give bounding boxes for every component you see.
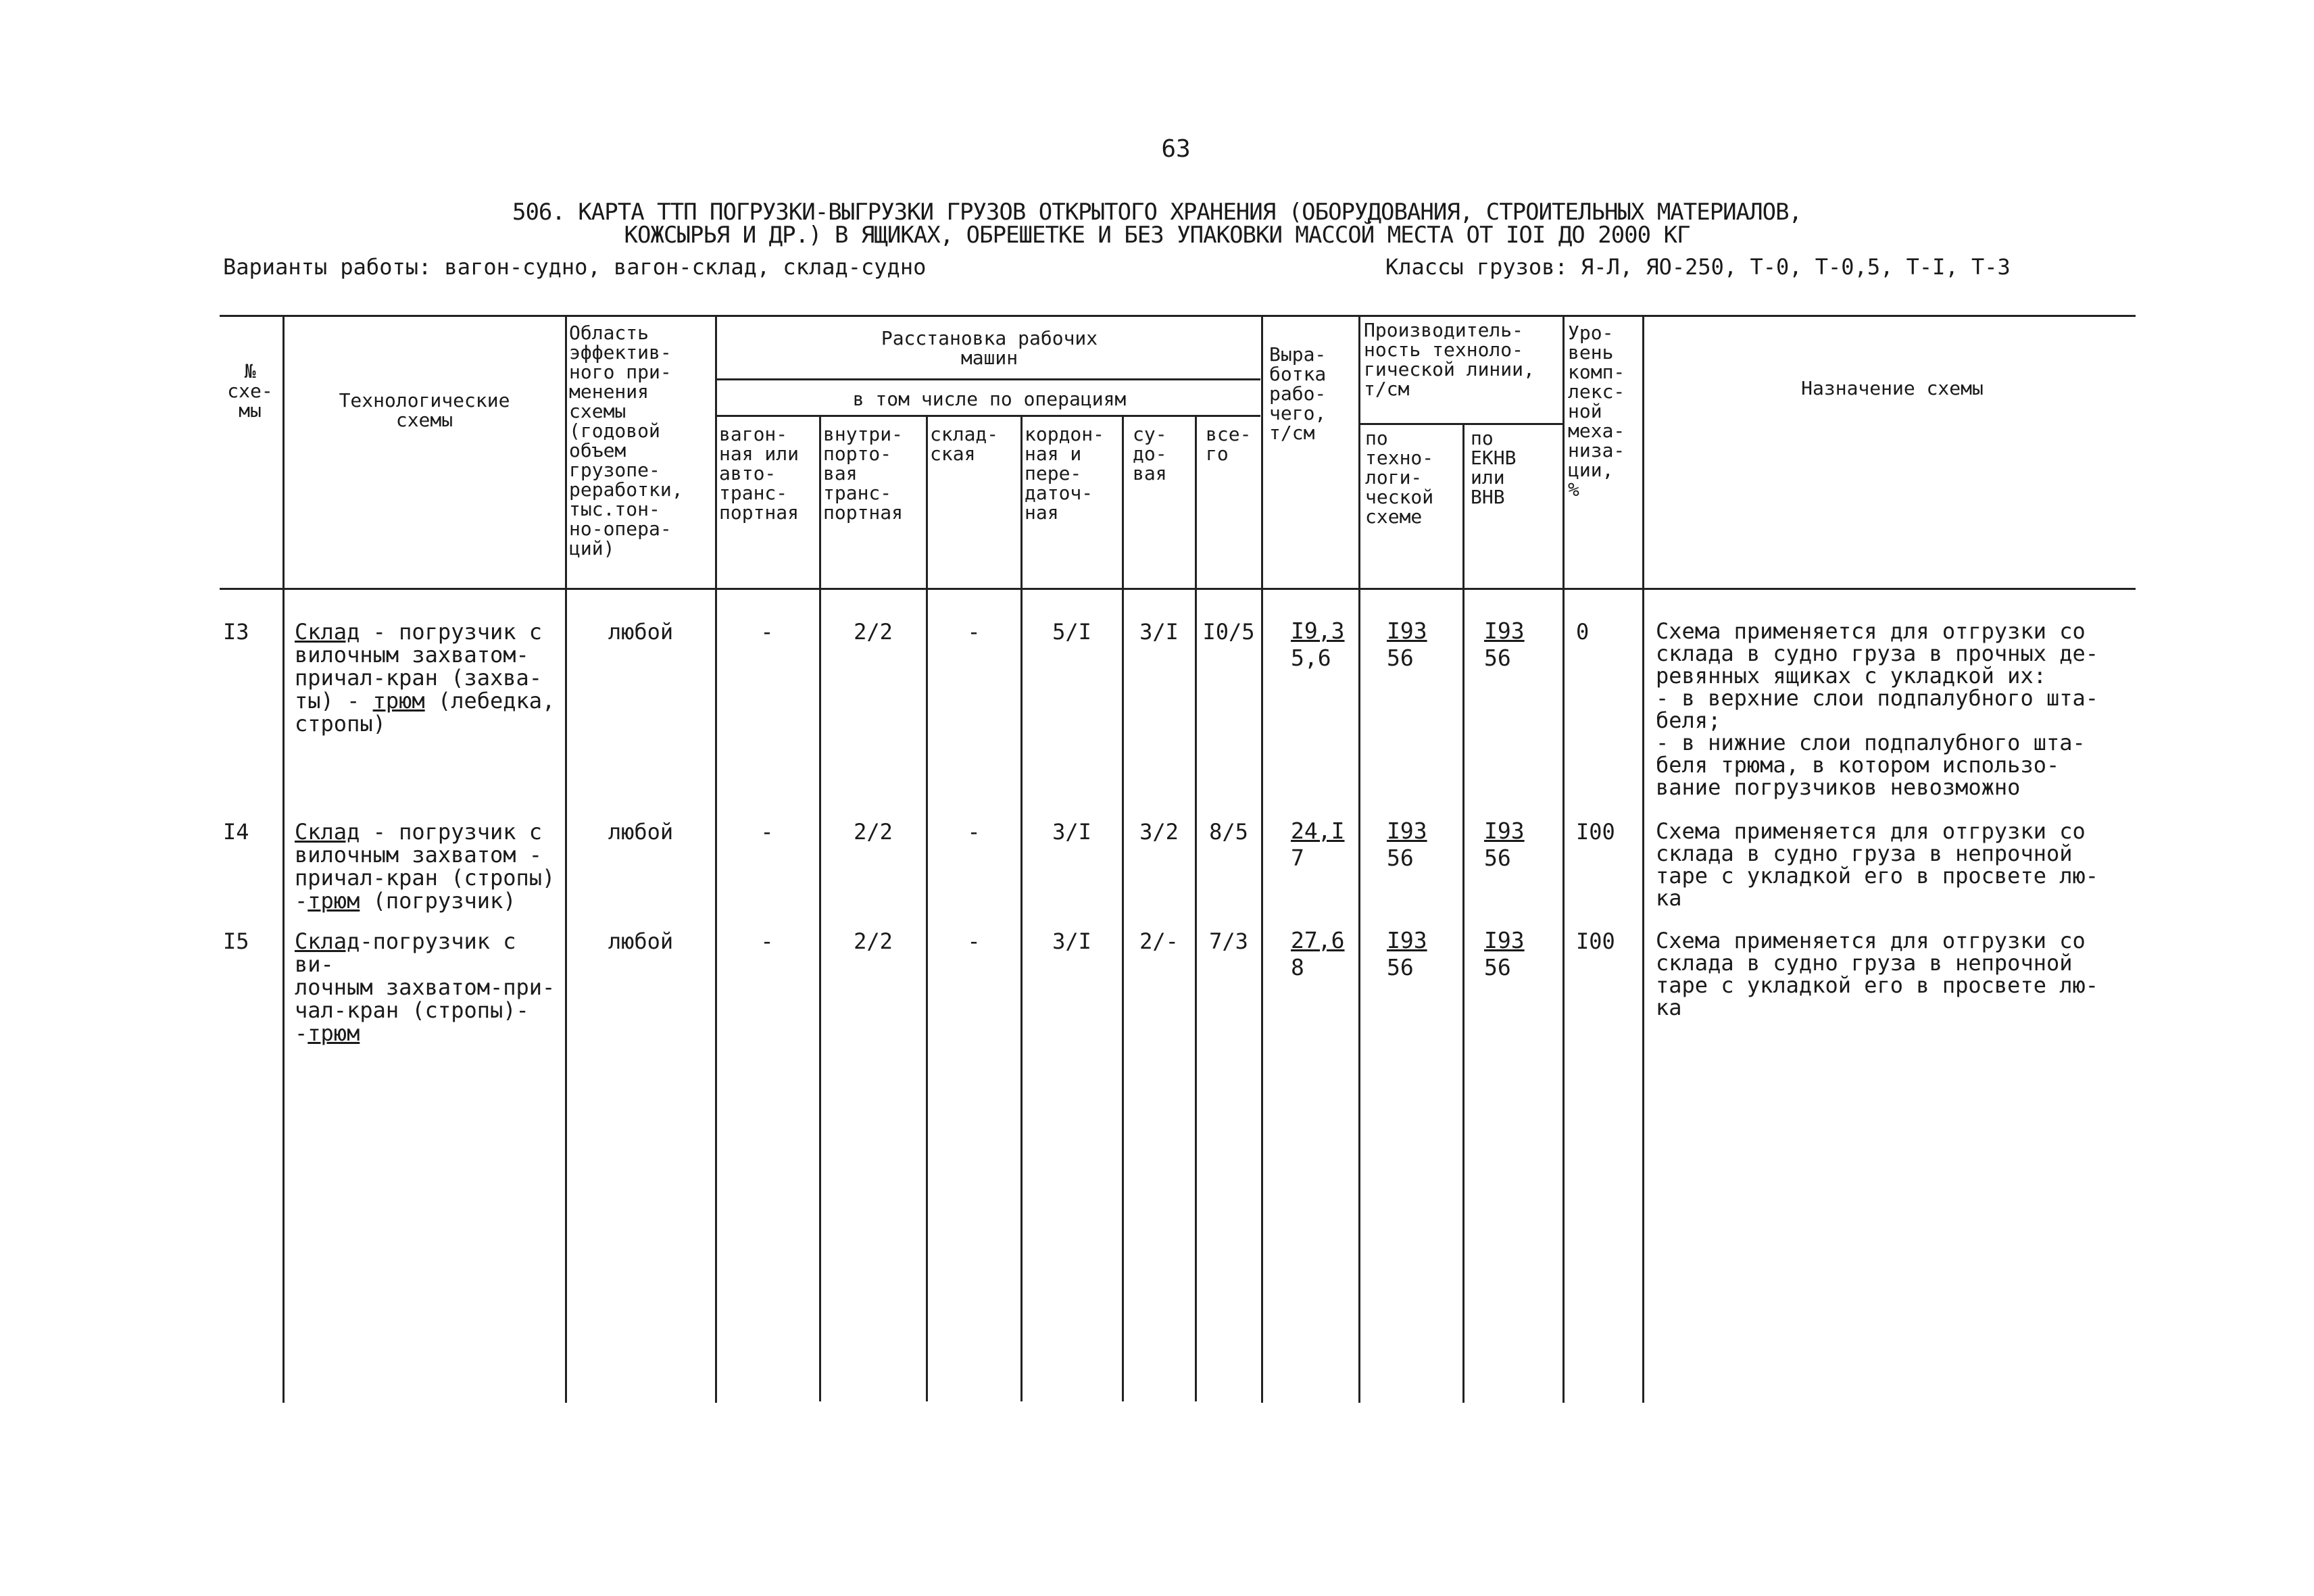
tech-scheme-middle: - погрузчик с вилочным захватом- причал-кран (захва- ты) - <box>295 619 543 714</box>
row-number: I4 <box>223 819 249 845</box>
row-wagon: - <box>760 928 774 954</box>
output-numerator: 27,6 <box>1291 927 1345 953</box>
tech-scheme-end: трюм <box>307 888 360 914</box>
row-tech-productivity <box>1387 927 1427 981</box>
col-divider-6 <box>1020 415 1023 1401</box>
row-ship: 3/2 <box>1139 819 1179 845</box>
header-scheme-purpose: Назначение схемы <box>1801 377 1984 399</box>
row-warehouse: - <box>967 928 981 954</box>
col-divider-4 <box>819 415 821 1401</box>
table-top-border <box>220 315 2136 317</box>
output-denominator: 8 <box>1291 954 1304 980</box>
row-output <box>1291 618 1344 672</box>
cargo-classes: Классы грузов: Я-Л, ЯО-250, Т-0, Т-0,5, Т-I, Т-3 <box>1385 254 2011 280</box>
row-number: I5 <box>223 928 249 954</box>
row-warehouse: - <box>967 619 981 645</box>
row-ship: 2/- <box>1139 928 1179 954</box>
tech-scheme-end: трюм <box>307 1020 360 1046</box>
col-divider-9 <box>1261 315 1263 1403</box>
header-wagon: вагон- ная или авто- транс- портная <box>719 423 799 524</box>
row-purpose: Схема применяется для отгрузки со склада в судно груза в непрочной таре с укладкой его в просвете лю- ка <box>1656 818 2099 911</box>
output-numerator: 24,I <box>1291 818 1345 844</box>
header-scheme-number: № схе- мы <box>227 360 273 422</box>
ekn-productivity-denominator: 56 <box>1484 845 1511 871</box>
tech-scheme-start: Склад <box>295 819 360 845</box>
col-divider-12 <box>1562 315 1565 1403</box>
col-divider-7 <box>1122 415 1124 1401</box>
tech-scheme-middle: -погрузчик с ви- лочным захватом-при- чал-кран (стропы)- - <box>295 928 556 1046</box>
ekn-productivity-denominator: 56 <box>1484 645 1511 671</box>
col-divider-1 <box>282 315 285 1403</box>
tech-productivity-numerator: I93 <box>1387 927 1427 953</box>
header-quay: кордон- ная и пере- даточ- ная <box>1025 423 1105 524</box>
col-divider-3 <box>715 315 717 1403</box>
header-machine-placement: Расстановка рабочих машин <box>881 327 1098 369</box>
header-tech-schemes: Технологические схемы <box>339 389 510 431</box>
tech-scheme-tail: (погрузчик) <box>360 888 516 914</box>
row-ship: 3/I <box>1139 619 1179 645</box>
tech-scheme-start: Склад <box>295 928 360 954</box>
output-numerator: I9,3 <box>1291 618 1345 644</box>
row-inner-port: 2/2 <box>854 928 893 954</box>
col-divider-8 <box>1195 415 1197 1401</box>
header-by-tech-scheme: по техно- логи- ческой схеме <box>1365 427 1434 528</box>
row-tech-scheme <box>295 820 565 912</box>
header-by-operations: в том числе по операциям <box>852 388 1127 410</box>
row-inner-port: 2/2 <box>854 819 893 845</box>
header-worker-output: Выра- ботка рабо- чего, т/см <box>1269 343 1327 444</box>
row-mechanization: I00 <box>1576 928 1615 954</box>
header-total: все- го <box>1206 423 1252 465</box>
row-tech-productivity <box>1387 618 1427 672</box>
productivity-divider <box>1358 423 1565 425</box>
row-purpose: Схема применяется для отгрузки со склада в судно груза в прочных де- ревянных ящиках с укладкой их: - в верхние слои подпалубного шта- беля; - в нижние слои подпалубного шта- беля трюма, в котором использо- вание погрузчиков невозможно <box>1656 618 2099 800</box>
row-quay: 3/I <box>1052 928 1091 954</box>
tech-scheme-middle: - погрузчик с вилочным захватом - причал-кран (стропы) - <box>295 819 556 914</box>
work-variants: Варианты работы: вагон-судно, вагон-склад, склад-судно <box>223 254 927 280</box>
row-ekn-productivity <box>1484 927 1525 981</box>
ekn-productivity-numerator: I93 <box>1484 618 1525 644</box>
row-application-area: любой <box>608 619 674 645</box>
header-inner-port: внутри- порто- вая транс- портная <box>823 423 904 524</box>
row-number: I3 <box>223 619 249 645</box>
document-title-line-1: 506. КАРТА ТТП ПОГРУЗКИ-ВЫГРУЗКИ ГРУЗОВ ОТКРЫТОГО ХРАНЕНИЯ (ОБОРУДОВАНИЯ, СТРОИТЕЛЬНЫХ МАТЕРИАЛОВ, <box>512 199 1802 226</box>
col-divider-10 <box>1358 315 1360 1403</box>
ekn-productivity-numerator: I93 <box>1484 818 1525 844</box>
row-quay: 5/I <box>1052 619 1091 645</box>
row-tech-productivity <box>1387 818 1427 872</box>
col-divider-11 <box>1462 423 1464 1403</box>
tech-productivity-denominator: 56 <box>1387 954 1414 980</box>
row-total: 7/3 <box>1209 928 1248 954</box>
tech-productivity-denominator: 56 <box>1387 845 1414 871</box>
tech-scheme-start: Склад <box>295 619 360 645</box>
output-denominator: 7 <box>1291 845 1304 871</box>
tech-scheme-tail: (лебедка, стропы) <box>295 688 556 737</box>
row-inner-port: 2/2 <box>854 619 893 645</box>
header-by-ekn: по ЕКНВ или ВНВ <box>1471 427 1517 508</box>
operations-divider <box>716 415 1260 417</box>
header-ship: су- до- вая <box>1133 423 1167 484</box>
row-output <box>1291 818 1344 872</box>
row-mechanization: 0 <box>1576 619 1590 645</box>
col-divider-2 <box>565 315 567 1403</box>
output-denominator: 5,6 <box>1291 645 1331 671</box>
tech-productivity-numerator: I93 <box>1387 618 1427 644</box>
header-application-area: Область эффектив- ного при- менения схемы (годовой объем грузопе- реработки, тыс.тон- но-опера- ций) <box>569 322 683 559</box>
header-mechanization-level: Уро- вень комп- лекс- ной меха- низа- ции, % <box>1568 322 1625 501</box>
placement-divider <box>716 378 1260 380</box>
ekn-productivity-denominator: 56 <box>1484 954 1511 980</box>
ekn-productivity-numerator: I93 <box>1484 927 1525 953</box>
row-purpose: Схема применяется для отгрузки со склада в судно груза в непрочной таре с укладкой его в просвете лю- ка <box>1656 928 2099 1020</box>
row-quay: 3/I <box>1052 819 1091 845</box>
row-total: I0/5 <box>1202 619 1255 645</box>
row-application-area: любой <box>608 819 674 845</box>
row-tech-scheme <box>295 930 565 1045</box>
row-application-area: любой <box>608 928 674 954</box>
tech-scheme-end: трюм <box>372 688 425 714</box>
row-ekn-productivity <box>1484 818 1525 872</box>
row-ekn-productivity <box>1484 618 1525 672</box>
row-wagon: - <box>760 619 774 645</box>
header-warehouse: склад- ская <box>930 423 999 465</box>
row-wagon: - <box>760 819 774 845</box>
row-output <box>1291 927 1344 981</box>
col-divider-5 <box>926 415 928 1401</box>
row-total: 8/5 <box>1209 819 1248 845</box>
header-bottom-border <box>220 588 2136 590</box>
header-line-productivity: Производитель- ность техноло- гической линии, т/см <box>1364 319 1535 400</box>
row-mechanization: I00 <box>1576 819 1615 845</box>
document-title-line-2: КОЖСЫРЬЯ И ДР.) В ЯЩИКАХ, ОБРЕШЕТКЕ И БЕЗ УПАКОВКИ МАССОЙ МЕСТА ОТ IOI ДО 2000 КГ <box>624 222 1690 249</box>
tech-productivity-denominator: 56 <box>1387 645 1414 671</box>
tech-productivity-numerator: I93 <box>1387 818 1427 844</box>
row-warehouse: - <box>967 819 981 845</box>
page-number: 63 <box>1161 135 1191 163</box>
col-divider-13 <box>1642 315 1644 1403</box>
row-tech-scheme <box>295 620 565 735</box>
